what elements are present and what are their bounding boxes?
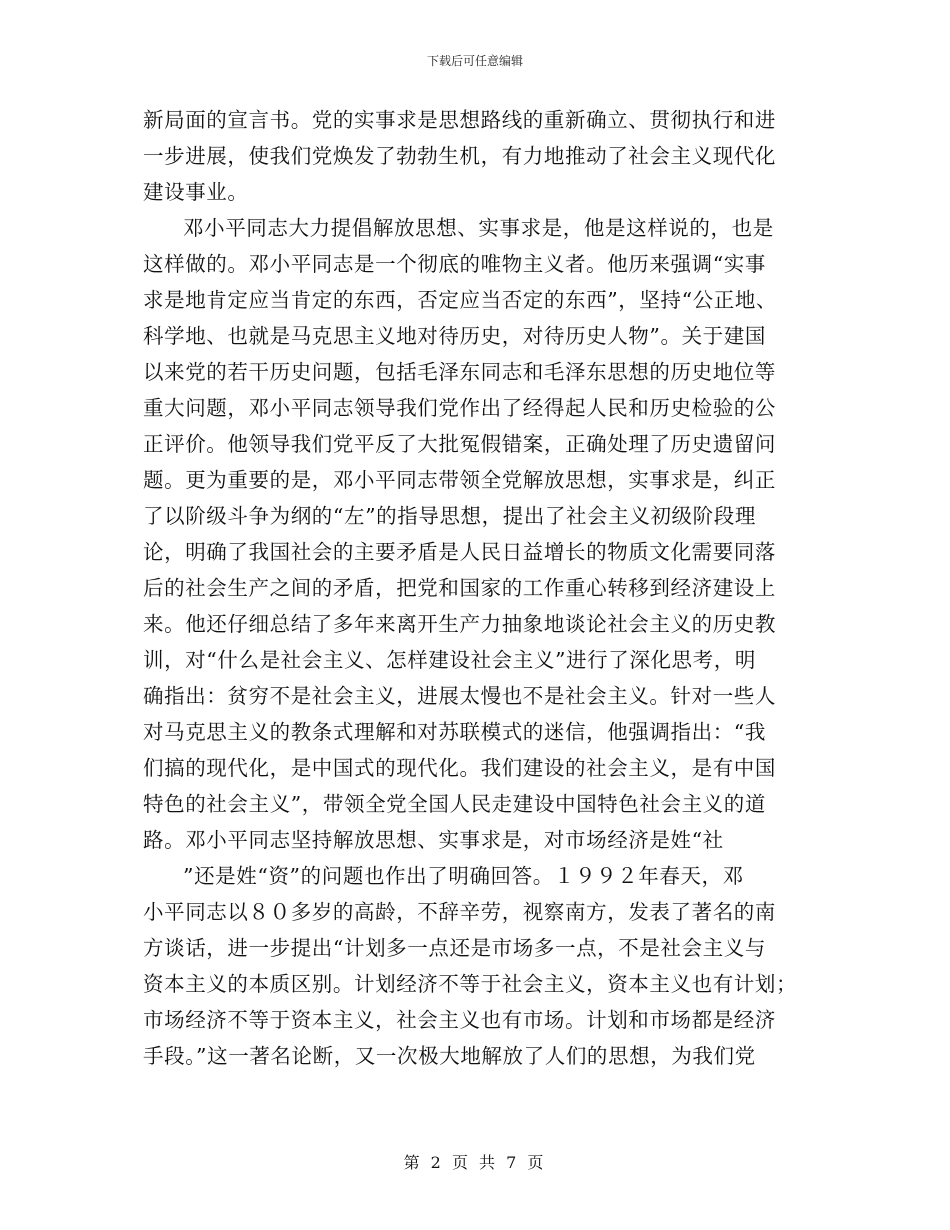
- page-header-note: 下载后可任意编辑: [426, 54, 523, 68]
- text-line: 后的社会生产之间的矛盾，把党和国家的工作重心转移到经济建设上: [143, 576, 776, 600]
- text-line: 题。更为重要的是，邓小平同志带领全党解放思想，实事求是，纠正: [143, 468, 776, 492]
- text-line: 手段。”这一著名论断，又一次极大地解放了人们的思想，为我们党: [143, 1044, 756, 1068]
- text-line: 来。他还仔细总结了多年来离开生产力抽象地谈论社会主义的历史教: [143, 612, 776, 636]
- text-line: 正评价。他领导我们党平反了大批冤假错案，正确处理了历史遗留问: [143, 432, 776, 456]
- paragraph-1: [143, 102, 803, 210]
- text-line: 了以阶级斗争为纲的“左”的指导思想，提出了社会主义初级阶段理: [143, 504, 756, 528]
- text-line: 确指出：贫穷不是社会主义，进展太慢也不是社会主义。针对一些人: [143, 684, 776, 708]
- text-line: 建设事业。: [143, 180, 249, 204]
- text-line: 特色的社会主义”，带领全党全国人民走建设中国特色社会主义的道: [143, 792, 766, 816]
- text-line: 资本主义的本质区别。计划经济不等于社会主义，资本主义也有计划；: [143, 972, 798, 996]
- text-line: 新局面的宣言书。党的实事求是思想路线的重新确立、贯彻执行和进: [143, 108, 776, 132]
- paragraph-2: [143, 210, 803, 858]
- text-line: 小平同志以８０多岁的高龄，不辞辛劳，视察南方，发表了著名的南: [143, 900, 776, 924]
- document-body: [143, 102, 803, 1074]
- text-line: 这样做的。邓小平同志是一个彻底的唯物主义者。他历来强调“实事: [143, 252, 766, 276]
- page-number: 第 2 页 共 7 页: [403, 1153, 547, 1172]
- text-line: ”还是姓“资”的问题也作出了明确回答。１９９２年春天，邓: [183, 864, 744, 888]
- paragraph-3: [143, 858, 803, 1074]
- text-line: 论，明确了我国社会的主要矛盾是人民日益增长的物质文化需要同落: [143, 540, 776, 564]
- text-line: 路。邓小平同志坚持解放思想、实事求是，对市场经济是姓“社: [143, 828, 724, 852]
- text-line: 求是地肯定应当肯定的东西，否定应当否定的东西”，坚持“公正地、: [143, 288, 778, 312]
- text-line: 市场经济不等于资本主义，社会主义也有市场。计划和市场都是经济: [143, 1008, 776, 1032]
- text-line: 一步进展，使我们党焕发了勃勃生机，有力地推动了社会主义现代化: [143, 144, 776, 168]
- text-line: 训，对“什么是社会主义、怎样建设社会主义”进行了深化思考，明: [143, 648, 756, 672]
- text-line: 科学地、也就是马克思主义地对待历史，对待历史人物”。关于建国: [143, 324, 766, 348]
- text-line: 重大问题，邓小平同志领导我们党作出了经得起人民和历史检验的公: [143, 396, 776, 420]
- text-line: 方谈话，进一步提出“计划多一点还是市场多一点，不是社会主义与: [143, 936, 766, 960]
- text-line: 邓小平同志大力提倡解放思想、实事求是，他是这样说的，也是: [183, 216, 774, 240]
- text-line: 以来党的若干历史问题，包括毛泽东同志和毛泽东思想的历史地位等: [143, 360, 776, 384]
- text-line: 对马克思主义的教条式理解和对苏联模式的迷信，他强调指出：“我: [143, 720, 766, 744]
- text-line: 们搞的现代化，是中国式的现代化。我们建设的社会主义，是有中国: [143, 756, 776, 780]
